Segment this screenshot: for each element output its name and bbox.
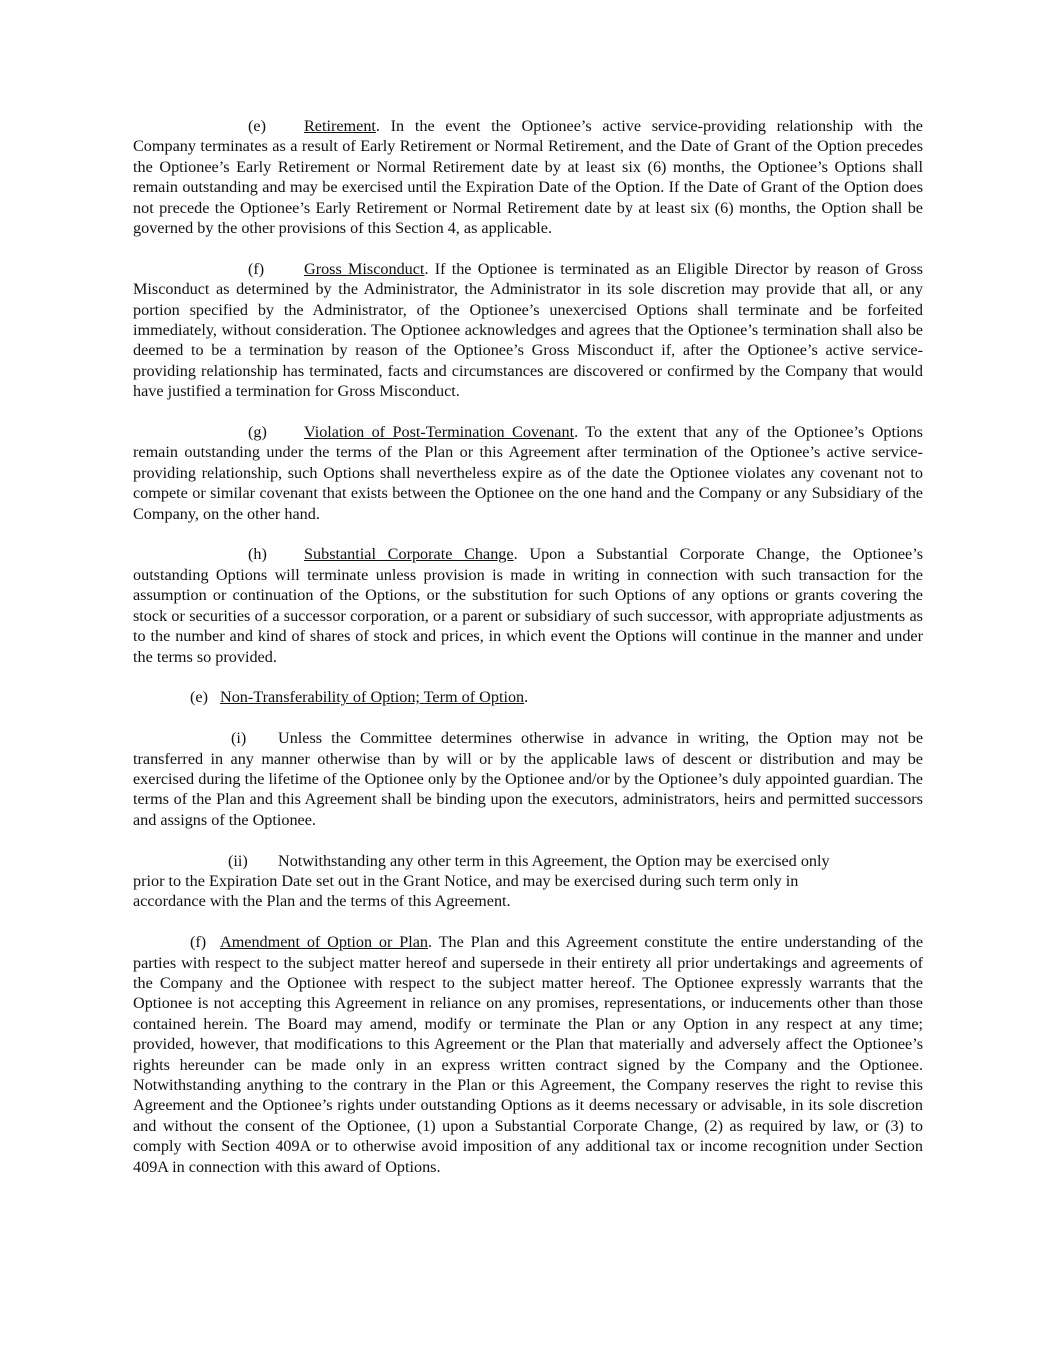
section-label: (f) bbox=[190, 933, 207, 952]
subsection-line: prior to the Expiration Date set out in the Grant Notice, and may be exercised during such term only in bbox=[133, 871, 799, 890]
section-body: . Upon a Substantial Corporate Change, the Optionee’s outstanding Options will terminate unless provision is made in writing in connection with such transaction for the assumption or continuation of the Options, or the substitution for such Options of any options or grants covering the stock or securities of a successor corporation, or a parent or subsidiary of such successor, with appropriate adjustments as to the number and kind of shares of stock and prices, in which event the Options will continue in the manner and under the terms so provided. bbox=[133, 545, 923, 666]
section-label: (f) bbox=[248, 259, 265, 278]
section-heading: Violation of Post-Termination Covenant bbox=[304, 423, 575, 442]
subsection-line: accordance with the Plan and the terms of this Agreement. bbox=[133, 892, 511, 911]
subsection-i bbox=[133, 728, 923, 830]
section-e-non-transferability bbox=[133, 687, 923, 707]
subsection-line: Notwithstanding any other term in this Agreement, the Option may be exercised only bbox=[278, 851, 830, 870]
section-g-violation bbox=[133, 422, 923, 524]
section-label: (g) bbox=[248, 423, 267, 442]
section-heading: Amendment of Option or Plan bbox=[220, 933, 429, 952]
section-heading: Substantial Corporate Change bbox=[304, 545, 514, 564]
subsection-label: (i) bbox=[231, 729, 247, 748]
section-heading: Non-Transferability of Option; Term of Option bbox=[220, 688, 525, 707]
section-f-gross-misconduct bbox=[133, 259, 923, 402]
section-body: . bbox=[524, 688, 529, 707]
section-label: (h) bbox=[248, 545, 267, 564]
section-heading: Retirement bbox=[304, 117, 376, 135]
section-label: (e) bbox=[190, 688, 208, 707]
subsection-body: Unless the Committee determines otherwise in advance in writing, the Option may not be transferred in any manner otherwise than by will or by the applicable laws of descent or distribution and may be exercised during the lifetime of the Optionee only by the Optionee and/or by the Optionee’s duly appointed guardian. The terms of the Plan and this Agreement shall be binding upon the executors, administrators, heirs and permitted successors and assigns of the Optionee. bbox=[133, 729, 923, 829]
section-body: . If the Optionee is terminated as an Eligible Director by reason of Gross Misconduct as determined by the Administrator, the Administrator in its sole discretion may provide that all, or any portion specified by the Administrator, of the Optionee’s unexercised Options shall terminate and be forfeited immediately, without consideration. The Optionee acknowledges and agrees that the Optionee’s termination shall also be deemed to be a termination by reason of the Optionee’s Gross Misconduct if, after the Optionee’s active service-providing relationship has terminated, facts and circumstances are discovered or confirmed by the Company that would have justified a termination for Gross Misconduct. bbox=[133, 259, 923, 401]
section-body: . In the event the Optionee’s active service-providing relationship with the Company terminates as a result of Early Retirement or Normal Retirement, and the Date of Grant of the Option precedes the Optionee’s Early Retirement or Normal Retirement date by at least six (6) months, the Optionee’s Options shall remain outstanding and may be exercised until the Expiration Date of the Option. If the Date of Grant of the Option does not precede the Optionee’s Early Retirement or Normal Retirement date by at least six (6) months, the Option shall be governed by the other provisions of this Section 4, as applicable. bbox=[133, 117, 923, 238]
section-h-substantial-change bbox=[133, 544, 923, 666]
section-label: (e) bbox=[248, 117, 266, 135]
section-e-retirement bbox=[133, 116, 923, 238]
section-f-amendment bbox=[133, 932, 923, 1177]
section-body: . To the extent that any of the Optionee’s Options remain outstanding under the terms of the Plan or this Agreement after termination of the Optionee’s active service-providing relationship, such Options shall nevertheless expire as of the date the Optionee violates any covenant not to compete or similar covenant that exists between the Optionee on the one hand and the Company or any Subsidiary of the Company, on the other hand. bbox=[133, 423, 923, 523]
document-page bbox=[133, 116, 923, 1197]
subsection-label: (ii) bbox=[228, 851, 248, 870]
section-body: . The Plan and this Agreement constitute the entire understanding of the parties with respect to the subject matter hereof and supersede in their entirety all prior undertakings and agreements of the Company and the Optionee with respect to the subject matter hereof. The Optionee expressly warrants that the Optionee is not accepting this Agreement in reliance on any promises, representations, or inducements other than those contained herein. The Board may amend, modify or terminate the Plan or any Option in any respect at any time; provided, however, that modifications to this Agreement or the Plan that materially and adversely affect the Optionee’s rights hereunder can be made only in an express written contract signed by the Company and the Optionee. Notwithstanding anything to the contrary in the Plan or this Agreement, the Company reserves the right to revise this Agreement and the Optionee’s rights under outstanding Options as it deems necessary or advisable, in its sole discretion and without the consent of the Optionee, (1) upon a Substantial Corporate Change, (2) as required by law, or (3) to comply with Section 409A or to otherwise avoid imposition of any additional tax or income recognition under Section 409A in connection with this award of Options. bbox=[133, 933, 924, 1176]
section-heading: Gross Misconduct bbox=[304, 259, 425, 278]
subsection-ii bbox=[133, 851, 923, 912]
